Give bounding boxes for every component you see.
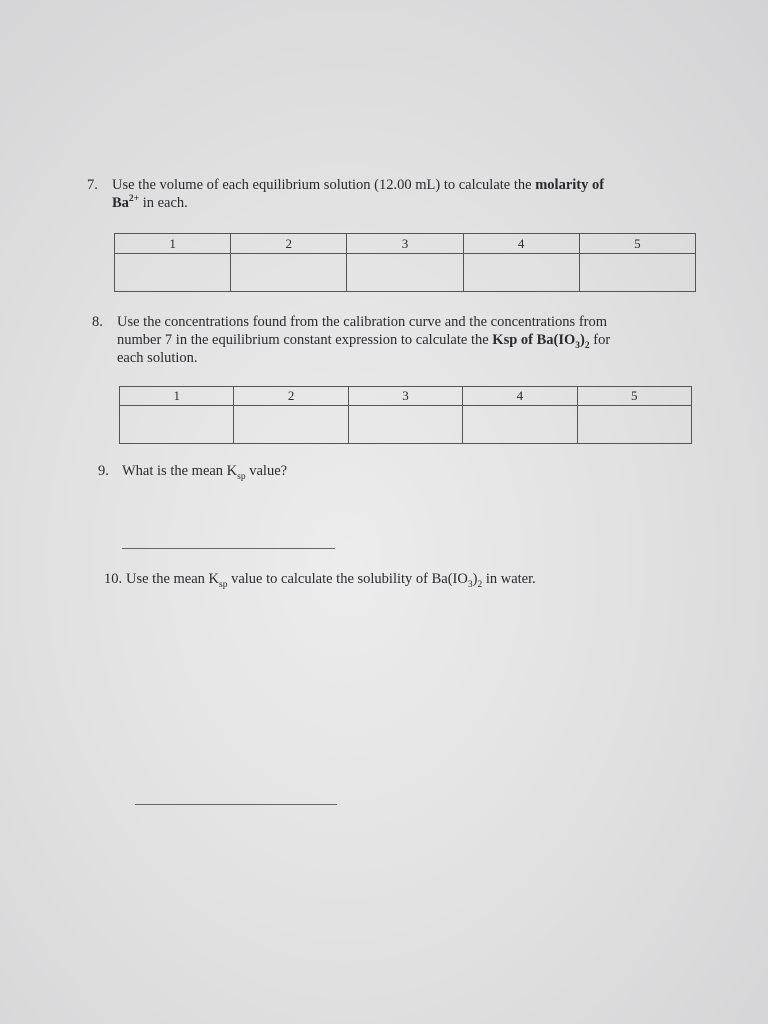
question-8-text [117, 313, 610, 367]
question-7-ba: Ba [112, 195, 129, 211]
question-10-subscript: 3 [467, 579, 473, 590]
question-9-text-start: What is the mean K [122, 463, 238, 479]
question-8 [92, 313, 692, 373]
answer-cell[interactable] [463, 254, 579, 292]
table-column-header: 3 [348, 387, 462, 406]
question-8-bold-ksp [492, 332, 590, 351]
table-header-row [115, 234, 696, 254]
answer-cell[interactable] [348, 406, 462, 444]
question-7 [87, 176, 687, 216]
table-column-header: 1 [120, 387, 234, 406]
question-9-text [122, 462, 287, 480]
question-10-text-end: in water. [482, 571, 536, 587]
table-column-header: 4 [463, 387, 577, 406]
answer-cell[interactable] [115, 254, 231, 292]
question-7-bold-molarity: molarity of [535, 177, 605, 193]
answer-cell[interactable] [577, 406, 691, 444]
question-10-answer-line[interactable] [135, 804, 337, 805]
question-9-number: 9. [98, 463, 109, 479]
question-10-number: 10. [104, 571, 123, 587]
question-8-line3: each solution. [117, 350, 198, 366]
table-column-header: 3 [347, 234, 463, 254]
question-10-subscript: sp [219, 579, 228, 590]
question-10-paren: ) [472, 571, 478, 587]
question-10-text-start: Use the mean K [126, 571, 220, 587]
table-column-header: 2 [234, 387, 348, 406]
question-9-text-end: value? [245, 463, 288, 479]
question-7-line2: in each. [139, 195, 188, 211]
answer-cell[interactable] [234, 406, 348, 444]
answer-cell[interactable] [347, 254, 463, 292]
question-8-subscript: 3 [575, 340, 581, 351]
question-9-subscript: sp [237, 471, 246, 482]
table-column-header: 2 [231, 234, 347, 254]
question-8-paren: ) [580, 332, 585, 348]
question-7-line1: Use the volume of each equilibrium solution (12.00 mL) to calculate the [112, 177, 536, 193]
answer-cell[interactable] [579, 254, 695, 292]
question-10-text [126, 570, 536, 588]
question-8-line2: number 7 in the equilibrium constant expression to calculate the [117, 332, 493, 348]
answer-cell[interactable] [463, 406, 577, 444]
table-header-row [120, 387, 692, 406]
answer-cell[interactable] [120, 406, 234, 444]
question-9-answer-line[interactable] [122, 548, 335, 549]
table-answer-row [120, 406, 692, 444]
table-answer-row [115, 254, 696, 292]
question-7-answer-table [114, 233, 696, 292]
question-10-text-mid: value to calculate the solubility of Ba(IO [227, 571, 468, 587]
question-8-ksp-formula: Ksp of Ba(IO [492, 332, 576, 348]
question-7-text [112, 176, 604, 212]
question-8-subscript: 2 [584, 340, 590, 351]
question-8-line1: Use the concentrations found from the calibration curve and the concentrations from [117, 314, 608, 330]
question-8-answer-table [119, 386, 692, 444]
table-column-header: 5 [577, 387, 691, 406]
question-7-charge: 2+ [128, 194, 140, 205]
table-column-header: 1 [115, 234, 231, 254]
question-8-line2-end: for [589, 332, 611, 348]
table-column-header: 4 [463, 234, 579, 254]
question-10 [104, 570, 624, 590]
question-8-number: 8. [92, 314, 103, 330]
question-9 [98, 462, 498, 482]
question-7-number: 7. [87, 177, 98, 193]
question-10-subscript: 2 [477, 579, 483, 590]
answer-cell[interactable] [231, 254, 347, 292]
table-column-header: 5 [579, 234, 695, 254]
